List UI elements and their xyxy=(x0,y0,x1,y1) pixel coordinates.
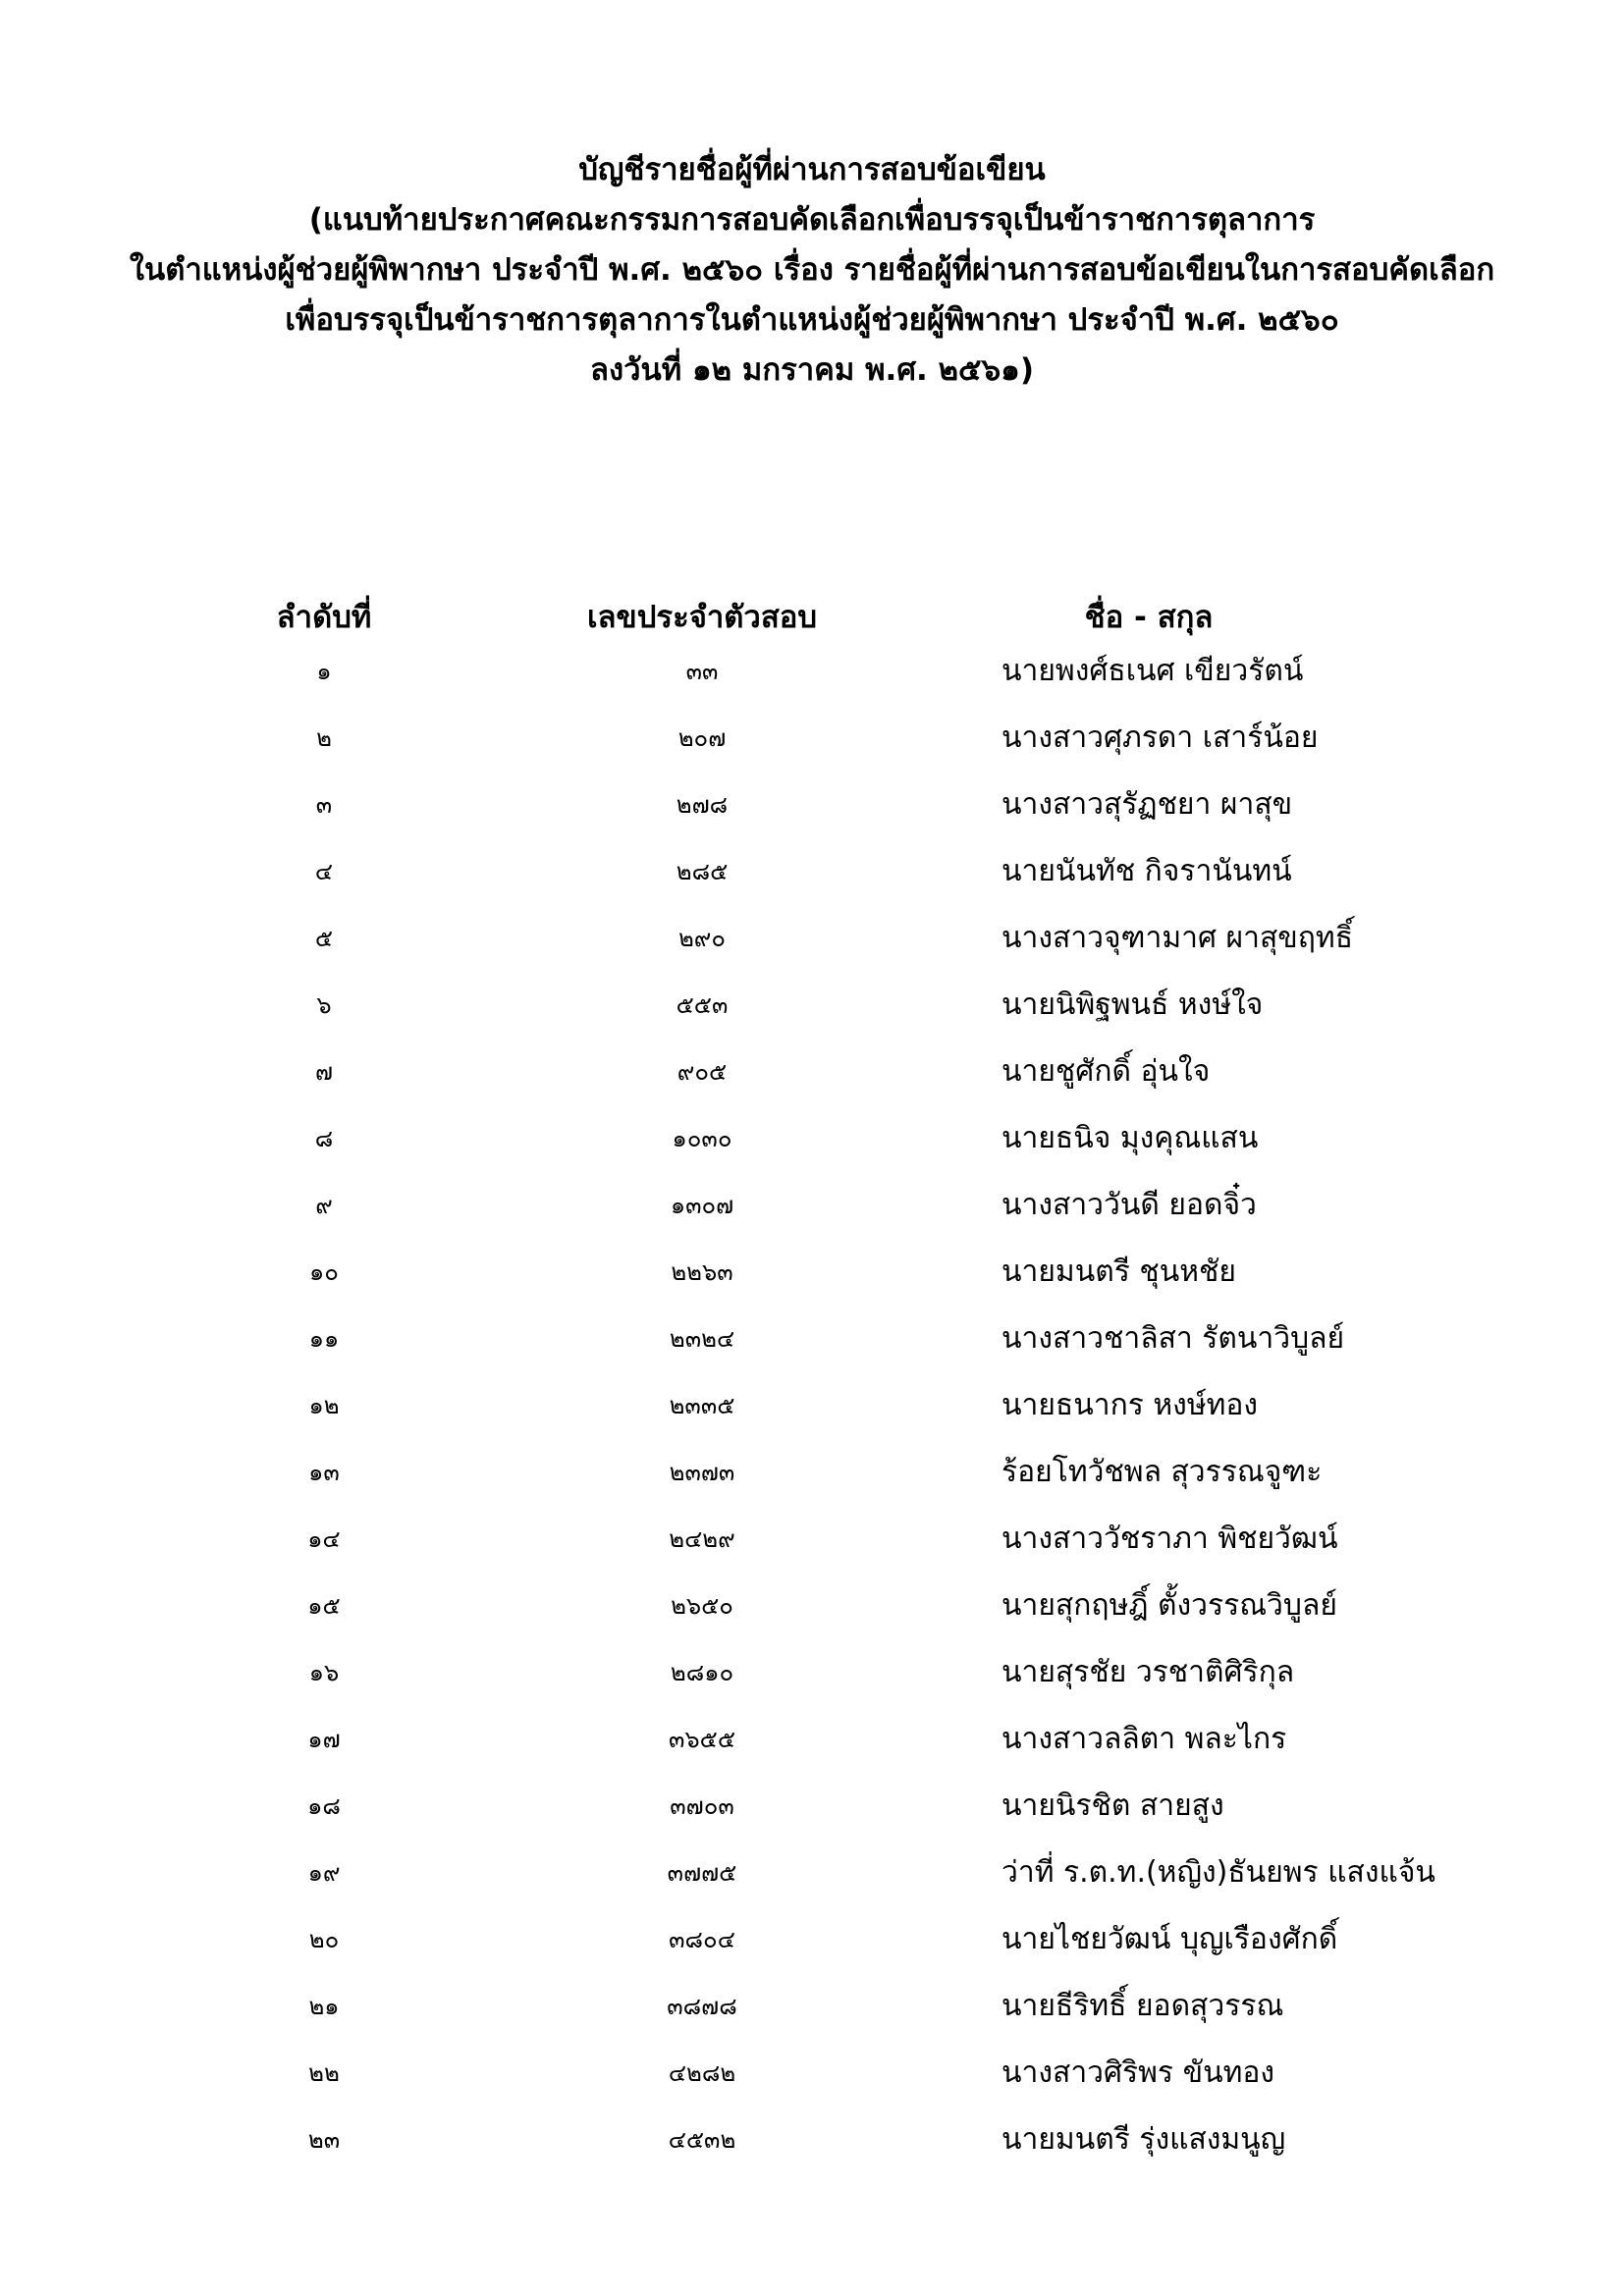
table-row xyxy=(0,1514,1624,1580)
table-row xyxy=(0,1113,1624,1180)
order-cell: ๓ xyxy=(315,791,333,819)
header-line-5: ลงวันที่ ๑๒ มกราคม พ.ศ. ๒๕๖๑) xyxy=(590,352,1034,388)
exam-id-cell: ๒๙๐ xyxy=(677,925,727,952)
exam-id-cell: ๓๓ xyxy=(685,658,719,685)
name-cell: นางสาวศิริพร ขันทอง xyxy=(1001,2056,1275,2090)
table-header-row xyxy=(0,589,1624,646)
exam-id-cell: ๑๐๓๐ xyxy=(672,1125,732,1152)
exam-id-cell: ๒๓๓๕ xyxy=(669,1392,735,1419)
order-cell: ๑๔ xyxy=(307,1525,341,1553)
name-cell: นายพงศ์ธเนศ เขียวรัตน์ xyxy=(1001,654,1304,688)
order-cell: ๗ xyxy=(314,1058,334,1086)
exam-id-cell: ๒๓๗๓ xyxy=(669,1459,735,1486)
name-cell: นางสาวชาลิสา รัตนาวิบูลย์ xyxy=(1001,1321,1345,1356)
table-row xyxy=(0,1981,1624,2048)
header-line-4: เพื่อบรรจุเป็นข้าราชการตุลาการในตำแหน่งผู้ช่วยผู้พิพากษา ประจำปี พ.ศ. ๒๕๖๐ xyxy=(285,302,1339,338)
table-row xyxy=(0,1914,1624,1981)
table-row xyxy=(0,2048,1624,2114)
header-title: บัญชีรายชื่อผู้ที่ผ่านการสอบข้อเขียน xyxy=(578,152,1046,187)
order-cell: ๘ xyxy=(314,1125,334,1152)
order-cell: ๑๙ xyxy=(307,1859,341,1887)
name-cell: นายธนากร หงษ์ทอง xyxy=(1001,1388,1259,1422)
exam-id-cell: ๑๓๐๗ xyxy=(670,1192,734,1219)
table-row xyxy=(0,1046,1624,1113)
order-cell: ๑๑ xyxy=(308,1325,340,1353)
order-cell: ๕ xyxy=(314,925,334,952)
header-line-3: ในตำแหน่งผู้ช่วยผู้พิพากษา ประจำปี พ.ศ. ๒๕๖๐ เรื่อง รายชื่อผู้ที่ผ่านการสอบข้อเขียนในการสอบคัดเลือก xyxy=(129,252,1495,288)
exam-id-cell: ๒๘๕ xyxy=(676,858,729,885)
table-row xyxy=(0,1714,1624,1781)
table-row xyxy=(0,713,1624,779)
column-header-exam-id: เลขประจำตัวสอบ xyxy=(586,600,818,635)
exam-id-cell: ๓๗๐๓ xyxy=(670,1792,734,1820)
order-cell: ๒๓ xyxy=(307,2126,341,2154)
table-row xyxy=(0,646,1624,713)
order-cell: ๑๓ xyxy=(308,1459,340,1486)
name-cell: นายไชยวัฒน์ บุญเรืองศักดิ์ xyxy=(1001,1922,1338,1956)
exam-id-cell: ๒๐๗ xyxy=(677,724,727,752)
name-cell: นายสุกฤษฎิ์ ตั้งวรรณวิบูลย์ xyxy=(1001,1588,1337,1623)
table-row xyxy=(0,846,1624,913)
name-cell: นายนิพิฐพนธ์ หงษ์ใจ xyxy=(1001,988,1264,1022)
order-cell: ๑๖ xyxy=(308,1659,340,1686)
exam-id-cell: ๕๕๓ xyxy=(676,991,729,1019)
table-row xyxy=(0,1247,1624,1313)
exam-id-cell: ๓๘๗๘ xyxy=(667,1993,737,2020)
name-cell: นายมนตรี รุ่งแสงมนูญ xyxy=(1001,2122,1286,2157)
name-cell: นายชูศักดิ์ อุ่นใจ xyxy=(1001,1054,1211,1089)
order-cell: ๑๗ xyxy=(307,1726,341,1753)
exam-id-cell: ๒๖๕๐ xyxy=(671,1592,733,1620)
order-cell: ๑๘ xyxy=(307,1792,341,1820)
document-header xyxy=(0,145,1624,396)
table-row xyxy=(0,980,1624,1046)
table-row xyxy=(0,1180,1624,1247)
order-cell: ๒๐ xyxy=(308,1926,340,1953)
table-row xyxy=(0,1313,1624,1380)
order-cell: ๖ xyxy=(316,991,332,1019)
header-line-2: (แนบท้ายประกาศคณะกรรมการสอบคัดเลือกเพื่อบรรจุเป็นข้าราชการตุลาการ xyxy=(308,202,1316,238)
name-cell: นางสาวศุภรดา เสาร์น้อย xyxy=(1001,721,1319,755)
order-cell: ๒ xyxy=(316,724,332,752)
name-cell: ร้อยโทวัชพล สุวรรณจูฑะ xyxy=(1001,1455,1323,1489)
order-cell: ๒๑ xyxy=(308,1993,340,2020)
exam-id-cell: ๒๗๘ xyxy=(676,791,729,819)
table-row xyxy=(0,1781,1624,1847)
order-cell: ๑๐ xyxy=(309,1258,339,1286)
order-cell: ๑๕ xyxy=(307,1592,341,1620)
name-cell: นายนันทัช กิจรานันทน์ xyxy=(1001,854,1292,888)
name-cell: นายธีริทธิ์ ยอดสุวรรณ xyxy=(1001,1989,1284,2023)
name-cell: นางสาวจุฑามาศ ผาสุขฤทธิ์ xyxy=(1001,921,1354,955)
exam-id-cell: ๔๒๘๒ xyxy=(668,2059,736,2087)
column-header-order: ลำดับที่ xyxy=(276,600,372,635)
table-row xyxy=(0,1580,1624,1647)
order-cell: ๒๒ xyxy=(308,2059,340,2087)
exam-id-cell: ๒๒๖๓ xyxy=(671,1258,733,1286)
column-header-name: ชื่อ - สกุล xyxy=(1084,600,1214,635)
exam-id-cell: ๔๕๓๒ xyxy=(668,2126,736,2154)
name-cell: นางสาววันดี ยอดจิ๋ว xyxy=(1001,1188,1257,1222)
table-row xyxy=(0,1647,1624,1714)
name-cell: นางสาววัชราภา พิชยวัฒน์ xyxy=(1001,1522,1338,1556)
table-row xyxy=(0,1380,1624,1447)
name-cell: ว่าที่ ร.ต.ท.(หญิง)ธันยพร แสงแจ้น xyxy=(1001,1855,1435,1890)
order-cell: ๑ xyxy=(316,658,332,685)
order-cell: ๙ xyxy=(315,1192,333,1219)
candidate-table xyxy=(0,589,1624,2181)
name-cell: นางสาวสุรัฏชยา ผาสุข xyxy=(1001,787,1293,822)
exam-id-cell: ๒๓๒๔ xyxy=(669,1325,735,1353)
exam-id-cell: ๓๘๐๔ xyxy=(669,1926,735,1953)
table-row xyxy=(0,1847,1624,1914)
exam-id-cell: ๓๗๗๕ xyxy=(667,1859,737,1887)
table-row xyxy=(0,779,1624,846)
name-cell: นางสาวลลิตา พละไกร xyxy=(1001,1722,1287,1756)
order-cell: ๑๒ xyxy=(308,1392,340,1419)
exam-id-cell: ๒๔๒๙ xyxy=(669,1525,735,1553)
table-row xyxy=(0,2114,1624,2181)
order-cell: ๔ xyxy=(314,858,334,885)
name-cell: นายมนตรี ชุนหชัย xyxy=(1001,1255,1236,1289)
exam-id-cell: ๒๘๑๐ xyxy=(670,1659,734,1686)
table-row xyxy=(0,913,1624,980)
name-cell: นายสุรชัย วรชาติศิริกุล xyxy=(1001,1655,1295,1689)
table-row xyxy=(0,1447,1624,1514)
name-cell: นายธนิจ มุงคุณแสน xyxy=(1001,1121,1259,1155)
exam-id-cell: ๙๐๕ xyxy=(677,1058,728,1086)
exam-id-cell: ๓๖๕๕ xyxy=(669,1726,735,1753)
name-cell: นายนิรชิต สายสูง xyxy=(1001,1789,1224,1823)
